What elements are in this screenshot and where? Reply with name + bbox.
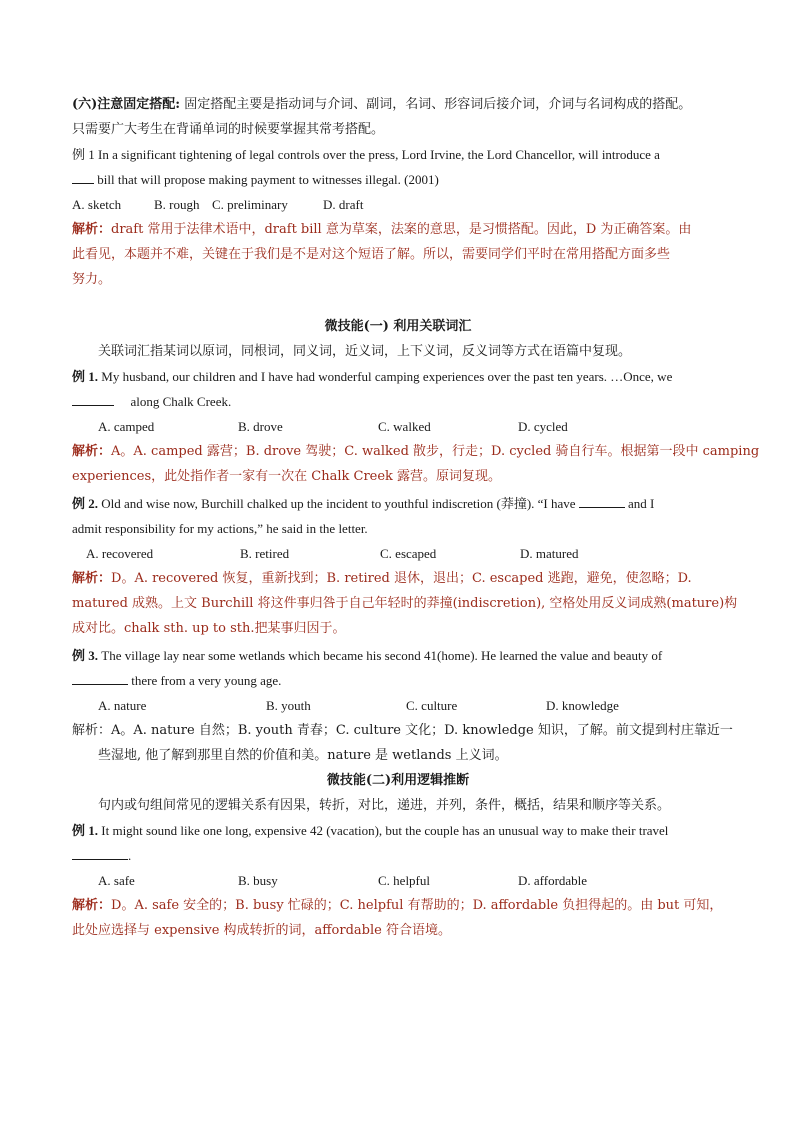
skill1-ex1-line1 [72, 364, 724, 389]
answer-blank [72, 391, 114, 406]
sec6-example-line2 [72, 167, 724, 192]
option-a: A. safe [98, 873, 135, 888]
sec6-analysis-line3: 努力。 [72, 272, 112, 287]
option-d: D. matured [520, 546, 579, 561]
option-b: B. busy [238, 873, 278, 888]
option-d: D. knowledge [546, 698, 619, 713]
option-d: D. affordable [518, 873, 588, 888]
skill2-ex1-analysis-line1 [72, 893, 724, 918]
skill1-ex1-text2: along Chalk Creek. [130, 394, 232, 409]
skill2-title: 微技能(二)利用逻辑推断 [326, 773, 470, 788]
analysis-label: 解析： [72, 898, 112, 913]
skill1-ex3-text1: The village lay near some wetlands which became his second 41(home). He learned the value and beauty of [101, 648, 663, 663]
skill1-ex2-analysis-line3: 成对比。chalk sth. up to sth.把某事归因于。 [72, 621, 346, 636]
option-d: D. cycled [518, 419, 568, 434]
skill1-ex3-text2: there from a very young age. [131, 673, 282, 688]
skill1-ex1-options [72, 414, 724, 439]
skill1-ex1-analysis-line2: experiences，此处指作者一家有一次在 Chalk Creek 露营。原词复现。 [72, 469, 502, 484]
skill1-ex2-line1 [72, 491, 724, 516]
answer-blank [72, 670, 128, 685]
skill1-ex1-analysis-line1 [72, 439, 760, 464]
option-c: C. culture [406, 698, 458, 713]
sec6-text2: 只需要广大考生在背诵单词的时候要掌握其常考搭配。 [72, 122, 385, 137]
skill1-ex3-analysis-line2: 些湿地, 他了解到那里自然的价值和美。nature 是 wetlands 上义词。 [98, 748, 508, 763]
answer-blank [72, 845, 128, 860]
skill1-ex2-text1-post: and I [628, 496, 655, 511]
sec6-text1: 固定搭配主要是指动词与介词、副词，名词、形容词后接介词，介词与名词构成的搭配。 [184, 97, 692, 112]
skill1-ex1-line2 [72, 389, 724, 414]
skill2-intro: 句内或句组间常见的逻辑关系有因果，转折，对比，递进，并列，条件，概括，结果和顺序等关系。 [98, 798, 671, 813]
sec6-example-line2-text: bill that will propose making payment to witnesses illegal. (2001) [97, 172, 439, 187]
skill1-ex3-options [72, 693, 724, 718]
option-a: A. camped [98, 419, 155, 434]
sec6-analysis-line1 [72, 217, 724, 242]
skill1-ex2-analysis-line1 [72, 566, 724, 591]
sec6-analysis1: draft 常用于法律术语中，draft bill 意为草案，法案的意思，是习惯搭配。因此，D 为正确答案。由 [111, 222, 692, 237]
skill2-ex1-text1: It might sound like one long, expensive 42 (vacation), but the couple has an unusual way to make their travel [101, 823, 669, 838]
option-c: C. helpful [378, 873, 430, 888]
document-page [72, 92, 760, 943]
option-a: A. sketch [72, 197, 122, 212]
sec6-options [72, 192, 724, 217]
skill1-ex2-options [72, 541, 724, 566]
option-a: A. nature [98, 698, 147, 713]
skill1-ex2-analysis1: D。A. recovered 恢复，重新找到；B. retired 退休，退出；C. escaped 逃跑，避免，使忽略；D. [111, 571, 692, 586]
skill1-ex2-line2: admit responsibility for my actions,” he said in the letter. [72, 521, 368, 536]
option-a: A. recovered [86, 546, 154, 561]
answer-blank [72, 169, 94, 184]
example-label: 例 1. [72, 823, 99, 838]
answer-blank [579, 493, 625, 508]
sec6-heading-line [72, 92, 724, 117]
skill1-ex2-text1: Old and wise now, Burchill chalked up the incident to youthful indiscretion (莽撞). “I have [101, 496, 576, 511]
example-label: 例 1. [72, 369, 99, 384]
skill1-ex3-line1 [72, 643, 724, 668]
skill1-ex3-line2 [72, 668, 724, 693]
skill2-ex1-text2: . [128, 848, 132, 863]
option-c: C. preliminary [212, 197, 288, 212]
analysis-label: 解析： [72, 222, 112, 237]
skill1-title: 微技能(一) 利用关联词汇 [324, 319, 472, 334]
skill1-ex3-analysis1: A。A. nature 自然；B. youth 青春；C. culture 文化；D. knowledge 知识，了解。前文提到村庄靠近一 [111, 723, 733, 738]
skill2-ex1-line2 [72, 843, 724, 868]
sec6-example-line1: 例 1 In a significant tightening of legal controls over the press, Lord Irvine, the Lord Chancellor, will introduce a [72, 147, 660, 162]
option-b: B. youth [266, 698, 311, 713]
option-c: C. walked [378, 419, 431, 434]
analysis-label: 解析： [72, 444, 112, 459]
skill1-ex2-analysis-line2: matured 成熟。上文 Burchill 将这件事归咎于自己年轻时的莽撞(indiscretion), 空格处用反义词成熟(mature)构 [72, 596, 738, 611]
analysis-label: 解析： [72, 571, 112, 586]
option-b: B. drove [238, 419, 283, 434]
skill2-ex1-line1 [72, 818, 724, 843]
sec6-heading: (六)注意固定搭配: [72, 97, 181, 112]
option-d: D. draft [323, 197, 364, 212]
example-label: 例 2. [72, 496, 99, 511]
analysis-label: 解析： [72, 723, 112, 738]
skill1-ex3-analysis-line1 [72, 718, 733, 743]
skill1-intro: 关联词汇指某词以原词，同根词，同义词，近义词，上下义词，反义词等方式在语篇中复现。 [98, 344, 632, 359]
skill1-ex1-analysis1: A。A. camped 露营；B. drove 驾驶；C. walked 散步，行走；D. cycled 骑自行车。根据第一段中 camping [111, 444, 760, 459]
skill2-ex1-analysis1: D。A. safe 安全的；B. busy 忙碌的；C. helpful 有帮助的；D. affordable 负担得起的。由 but 可知， [111, 898, 723, 913]
skill1-ex1-text1: My husband, our children and I have had wonderful camping experiences over the past ten years. …Once, we [101, 369, 673, 384]
option-b: B. retired [240, 546, 290, 561]
option-b: B. rough [154, 197, 200, 212]
option-c: C. escaped [380, 546, 437, 561]
example-label: 例 3. [72, 648, 99, 663]
sec6-analysis-line2: 此看见，本题并不难，关键在于我们是不是对这个短语了解。所以，需要同学们平时在常用搭配方面多些 [72, 247, 671, 262]
skill2-ex1-options [72, 868, 724, 893]
skill2-ex1-analysis-line2: 此处应选择与 expensive 构成转折的词，affordable 符合语境。 [72, 923, 451, 938]
